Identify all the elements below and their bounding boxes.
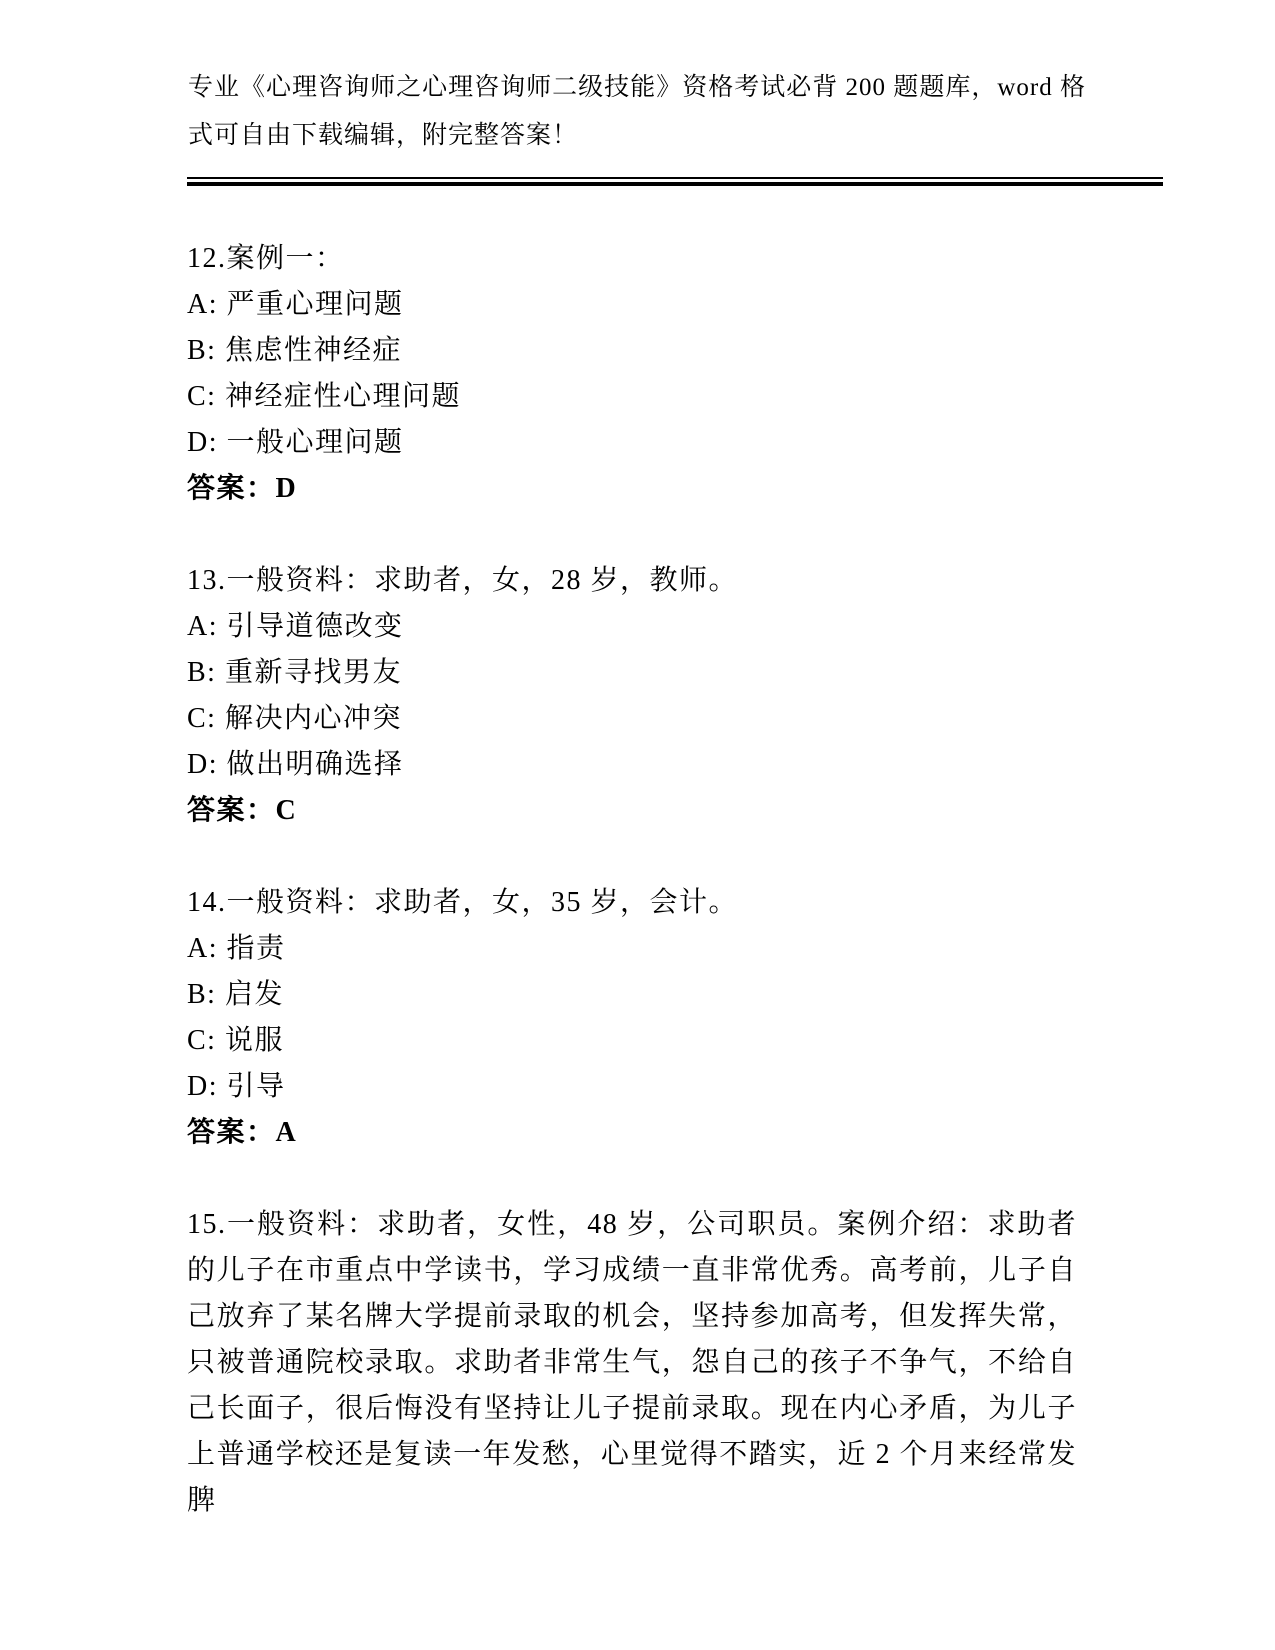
question-stem: 15.一般资料：求助者，女性，48 岁，公司职员。案例介绍：求助者的儿子在市重点中学读书，学习成绩一直非常优秀。高考前，儿子自己放弃了某名牌大学提前录取的机会，坚持参加高考，但发挥失常，只被普通院校录取。求助者非常生气，怨自己的孩子不争气，不给自己长面子，很后悔没有坚持让儿子提前录取。现在内心矛盾，为儿子上普通学校还是复读一年发愁，心里觉得不踏实，近 2 个月来经常发脾: [187, 1209, 1077, 1516]
question-block-14: [187, 880, 1077, 1156]
answer-line: 答案：D: [187, 473, 298, 504]
option-line: B: 焦虑性神经症: [187, 335, 402, 366]
header-rule-thin-line: [187, 177, 1163, 179]
question-block-13: [187, 558, 1077, 834]
question-stem: 13.一般资料：求助者，女，28 岁，教师。: [187, 565, 739, 596]
answer-line: 答案：C: [187, 795, 298, 826]
option-line: D: 做出明确选择: [187, 749, 404, 780]
option-line: C: 说服: [187, 1025, 284, 1056]
option-line: D: 引导: [187, 1071, 286, 1102]
option-line: A: 指责: [187, 933, 286, 964]
option-line: B: 启发: [187, 979, 284, 1010]
question-block-12: [187, 236, 1077, 512]
page-header-text: 专业《心理咨询师之心理咨询师二级技能》资格考试必背 200 题题库，word 格式可自由下载编辑，附完整答案！: [188, 74, 1086, 149]
question-stem: 12.案例一：: [187, 243, 345, 274]
option-line: C: 神经症性心理问题: [187, 381, 461, 412]
document-body: [187, 236, 1077, 1570]
question-stem: 14.一般资料：求助者，女，35 岁，会计。: [187, 887, 739, 918]
option-line: D: 一般心理问题: [187, 427, 404, 458]
option-line: A: 严重心理问题: [187, 289, 404, 320]
question-block-15: [187, 1202, 1077, 1524]
option-line: A: 引导道德改变: [187, 611, 404, 642]
option-line: B: 重新寻找男友: [187, 657, 402, 688]
header-double-rule: [187, 177, 1163, 186]
header-rule-thick-line: [187, 182, 1163, 186]
option-line: C: 解决内心冲突: [187, 703, 402, 734]
answer-line: 答案：A: [187, 1117, 298, 1148]
